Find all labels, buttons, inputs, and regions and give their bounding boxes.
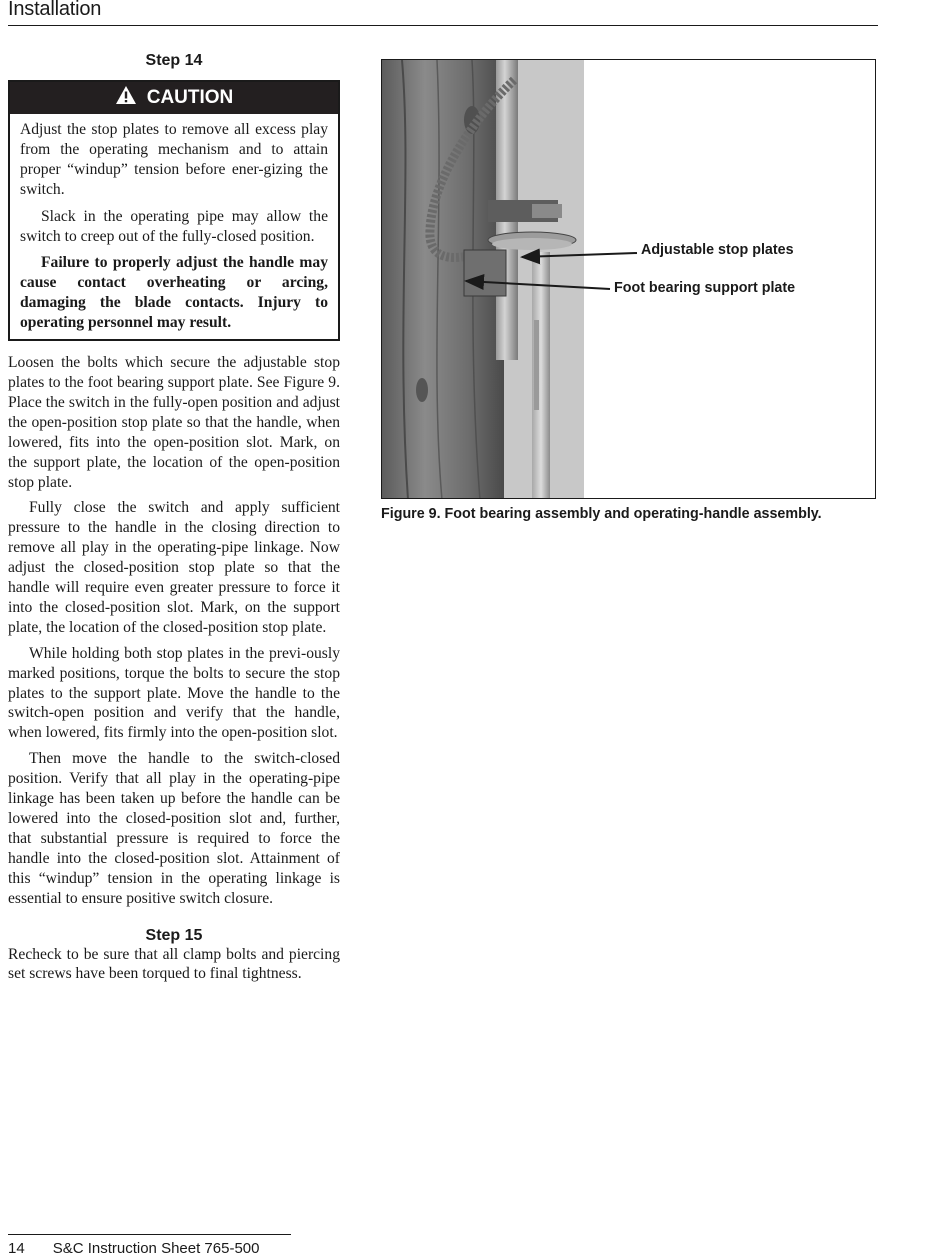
caution-label: CAUTION xyxy=(146,87,234,108)
caution-warning-paragraph: Failure to properly adjust the handle may cause contact overheating or arcing, damaging the blade contacts. Injury to operating personnel may result. xyxy=(20,254,328,332)
caution-paragraph: Adjust the stop plates to remove all excess play from the operating mechanism and to attain proper “windup” tension before ener-gizing the switch. xyxy=(20,121,328,198)
callout-arrow-support-plate xyxy=(466,281,610,289)
callout-adjustable-stop-plates: Adjustable stop plates xyxy=(641,242,794,258)
caution-paragraph: Slack in the operating pipe may allow the switch to creep out of the fully-closed position. xyxy=(20,207,328,245)
step-15-heading: Step 15 xyxy=(145,926,203,944)
footer-rule xyxy=(8,1234,291,1235)
callout-arrow-stop-plates xyxy=(522,253,637,257)
body-paragraph: Fully close the switch and apply sufficient pressure to the handle in the closing direction to remove all play in the operating-pipe linkage. Now adjust the closed-position stop plate so that the handle will require even greater pressure to force it into the closed-position slot. Mark, on the support plate, the location of the closed-position stop plate. xyxy=(8,499,340,636)
step-15-body: Recheck to be sure that all clamp bolts and piercing set screws have been torqued to final tightness. xyxy=(8,945,340,983)
body-paragraph: While holding both stop plates in the previ-ously marked positions, torque the bolts to secure the stop plates to the support plate. Move the handle to the switch-open position and verify that the handle, when lowered, fits firmly into the open-position slot. xyxy=(8,644,340,742)
section-title: Installation xyxy=(8,0,102,20)
page-footer xyxy=(8,1240,259,1257)
figure-caption: Figure 9. Foot bearing assembly and operating-handle assembly. xyxy=(381,506,822,522)
step-14-heading: Step 14 xyxy=(145,52,203,69)
body-paragraph: Loosen the bolts which secure the adjustable stop plates to the foot bearing support plate. See Figure 9. Place the switch in the fully-open position and adjust the open-position stop plate so that the handle, when lowered, fits into the open-position slot. Mark, on the support plate, the location of the open-position stop plate. xyxy=(8,354,340,491)
document-title: S&C Instruction Sheet 765-500 xyxy=(52,1240,260,1257)
body-paragraph: Then move the handle to the switch-closed position. Verify that all play in the operating-pipe linkage has been taken up before the handle can be lowered into the closed-position slot and, further, that substantial pressure is required to force the handle into the closed-position slot. Attainment of this “windup” tension in the operating linkage is essential to ensure positive switch closure. xyxy=(8,750,340,907)
page-number: 14 xyxy=(8,1240,25,1257)
callout-foot-bearing-support-plate: Foot bearing support plate xyxy=(614,280,796,296)
